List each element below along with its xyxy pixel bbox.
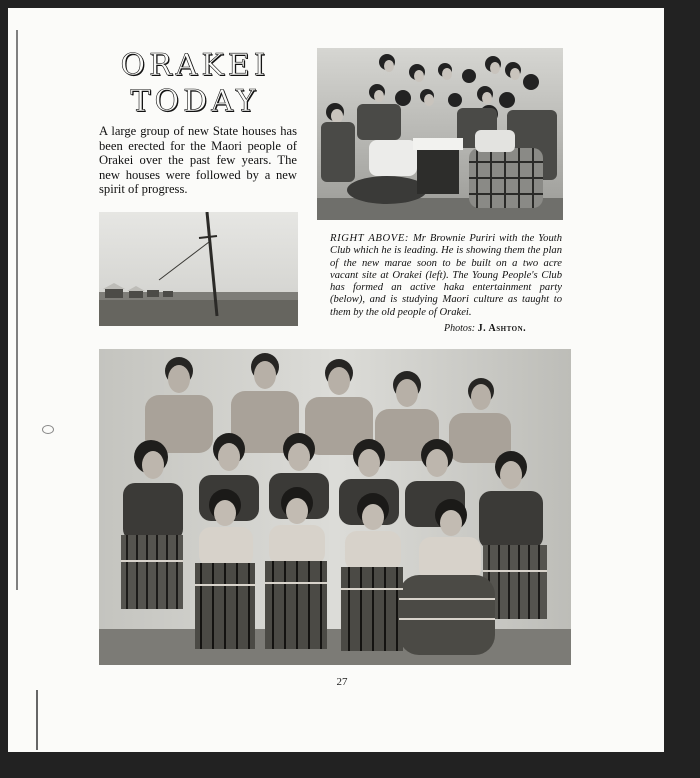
youth-club-photo	[317, 48, 563, 220]
scan-border-left	[0, 0, 8, 752]
title-line-2: TODAY	[130, 84, 260, 119]
binding-spine	[16, 30, 18, 590]
caption-lead: RIGHT ABOVE:	[330, 233, 410, 244]
intro-paragraph: A large group of new State houses has been erected for the Maori people of Orakei over the past few years. The new houses were followed by a new spirit of progress.	[99, 124, 297, 196]
scan-border-right	[664, 0, 700, 778]
photo-credit	[444, 323, 564, 334]
binding-ring	[42, 425, 54, 434]
scan-border-top	[0, 0, 664, 8]
page-number: 27	[336, 676, 348, 688]
scan-border-bottom	[0, 752, 700, 778]
caption-body: Mr Brownie Puriri with the Youth Club which he is leading. He is showing them the plan of the new marae soon to be built on a two acre vacant site at Orakei (left). The Young People's Club has formed an active haka entertainment party (below), and is studying Maori culture as taught to them by the old people of Orakei.	[330, 233, 562, 318]
credit-label: Photos:	[444, 323, 476, 334]
credit-name: J. Ashton.	[477, 323, 527, 334]
article-title	[95, 48, 295, 120]
vacant-site-photo	[99, 212, 298, 326]
binding-mark	[36, 690, 38, 750]
photo-caption	[330, 233, 562, 319]
haka-party-photo	[99, 349, 571, 665]
title-line-1: ORAKEI	[120, 48, 270, 83]
